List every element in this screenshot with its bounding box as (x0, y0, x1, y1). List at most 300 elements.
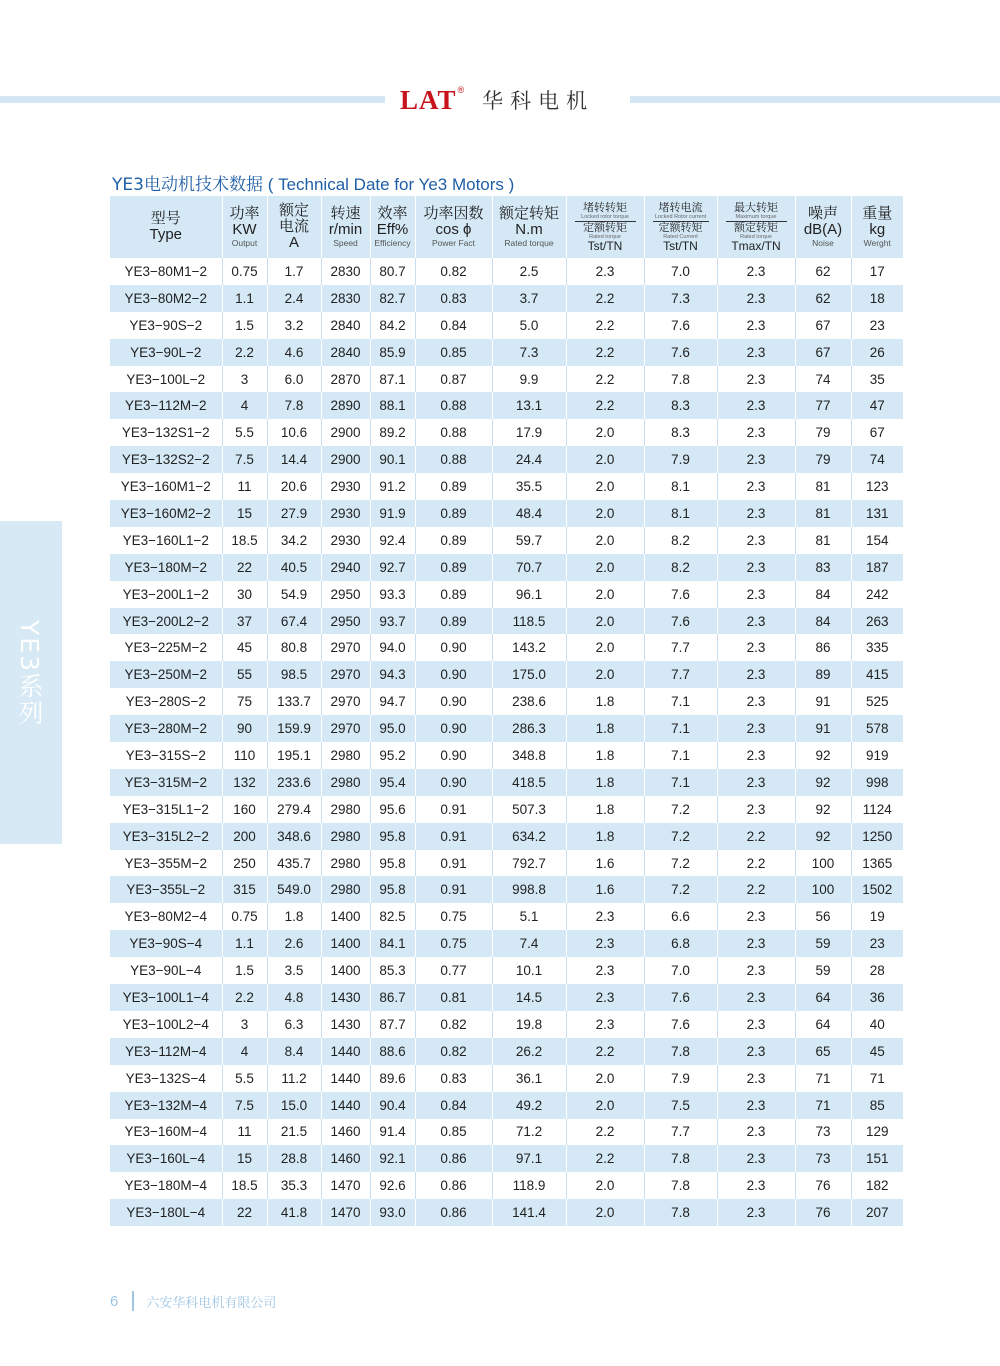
table-cell: 2.3 (717, 1199, 795, 1226)
cell-model-type: YE3−90S−2 (110, 312, 222, 339)
table-cell: 91.9 (370, 500, 415, 527)
col-header-locked-current-ratio: 堵转电流 Locked Rotor current 定额转矩 Rated Current Tst/TN (644, 196, 717, 258)
table-cell: 35.3 (267, 1172, 321, 1199)
table-cell: 2.3 (566, 258, 644, 285)
table-cell: 20.6 (267, 473, 321, 500)
table-cell: 1124 (851, 796, 903, 823)
table-cell: 242 (851, 581, 903, 608)
table-cell: 2.0 (566, 608, 644, 635)
table-cell: 2900 (321, 446, 370, 473)
table-cell: 82.7 (370, 285, 415, 312)
table-cell: 2.3 (717, 1172, 795, 1199)
side-section-label: YE3系列 (15, 620, 44, 727)
table-cell: 91 (795, 688, 851, 715)
table-cell: 30 (222, 581, 267, 608)
table-cell: 85 (851, 1092, 903, 1119)
table-cell: 286.3 (492, 715, 566, 742)
table-cell: 1.7 (267, 258, 321, 285)
table-cell: 1.8 (566, 715, 644, 742)
table-cell: 2.3 (717, 634, 795, 661)
table-cell: 23 (851, 930, 903, 957)
table-cell: 1.1 (222, 930, 267, 957)
table-cell: 100 (795, 876, 851, 903)
table-cell: 67 (795, 339, 851, 366)
table-row (110, 903, 903, 930)
table-cell: 92 (795, 823, 851, 850)
table-cell: 2840 (321, 312, 370, 339)
table-cell: 182 (851, 1172, 903, 1199)
col-header-locked-torque-ratio: 堵转转矩 Locked rotor torque 定额转矩 Rated torque Tst/TN (566, 196, 644, 258)
table-cell: 18 (851, 285, 903, 312)
table-cell: 17 (851, 258, 903, 285)
table-cell: 2.3 (717, 608, 795, 635)
table-row (110, 715, 903, 742)
table-cell: 0.82 (415, 1011, 492, 1038)
table-cell: 97.1 (492, 1145, 566, 1172)
table-cell: 0.86 (415, 1145, 492, 1172)
table-cell: 7.6 (644, 581, 717, 608)
table-cell: 26.2 (492, 1038, 566, 1065)
table-cell: 0.86 (415, 1199, 492, 1226)
table-cell: 10.6 (267, 419, 321, 446)
cell-model-type: YE3−90S−4 (110, 930, 222, 957)
table-cell: 2.2 (717, 823, 795, 850)
table-cell: 2.3 (717, 1038, 795, 1065)
table-cell: 1460 (321, 1145, 370, 1172)
table-row (110, 285, 903, 312)
table-cell: 195.1 (267, 742, 321, 769)
table-cell: 2870 (321, 366, 370, 393)
table-cell: 28.8 (267, 1145, 321, 1172)
table-cell: 1.6 (566, 876, 644, 903)
table-cell: 13.1 (492, 392, 566, 419)
table-cell: 65 (795, 1038, 851, 1065)
table-cell: 0.84 (415, 312, 492, 339)
cell-model-type: YE3−100L1−4 (110, 984, 222, 1011)
table-cell: 7.7 (644, 634, 717, 661)
table-cell: 0.85 (415, 339, 492, 366)
table-cell: 22 (222, 1199, 267, 1226)
table-cell: 2.3 (717, 1065, 795, 1092)
table-cell: 3.2 (267, 312, 321, 339)
table-cell: 5.5 (222, 419, 267, 446)
table-cell: 7.2 (644, 850, 717, 877)
table-cell: 2.0 (566, 581, 644, 608)
table-cell: 2.2 (717, 876, 795, 903)
table-cell: 0.91 (415, 796, 492, 823)
table-row (110, 473, 903, 500)
table-cell: 93.7 (370, 608, 415, 635)
table-cell: 2.0 (566, 527, 644, 554)
table-cell: 2.2 (566, 392, 644, 419)
table-cell: 79 (795, 446, 851, 473)
table-cell: 95.2 (370, 742, 415, 769)
table-cell: 95.8 (370, 823, 415, 850)
table-cell: 2.3 (717, 688, 795, 715)
table-cell: 93.0 (370, 1199, 415, 1226)
table-cell: 11 (222, 1119, 267, 1146)
table-cell: 94.0 (370, 634, 415, 661)
table-cell: 11.2 (267, 1065, 321, 1092)
table-cell: 2.2 (566, 1145, 644, 1172)
table-cell: 0.84 (415, 1092, 492, 1119)
table-cell: 18.5 (222, 1172, 267, 1199)
cell-model-type: YE3−355L−2 (110, 876, 222, 903)
cell-model-type: YE3−200L2−2 (110, 608, 222, 635)
table-cell: 2.0 (566, 1092, 644, 1119)
table-cell: 2.3 (717, 392, 795, 419)
table-cell: 87.7 (370, 1011, 415, 1038)
table-row (110, 554, 903, 581)
header-rule-right (630, 96, 1000, 103)
table-cell: 2.3 (717, 581, 795, 608)
table-cell: 1.8 (566, 688, 644, 715)
table-cell: 0.89 (415, 500, 492, 527)
cell-model-type: YE3−100L−2 (110, 366, 222, 393)
table-cell: 1460 (321, 1119, 370, 1146)
table-cell: 92 (795, 769, 851, 796)
table-cell: 2.4 (267, 285, 321, 312)
col-header-output: 功率 KW Output (222, 196, 267, 258)
table-cell: 47 (851, 392, 903, 419)
table-cell: 919 (851, 742, 903, 769)
table-cell: 2.3 (717, 527, 795, 554)
table-cell: 91.4 (370, 1119, 415, 1146)
table-cell: 98.5 (267, 661, 321, 688)
table-cell: 86.7 (370, 984, 415, 1011)
cell-model-type: YE3−80M1−2 (110, 258, 222, 285)
table-cell: 8.1 (644, 500, 717, 527)
table-cell: 2.3 (717, 1011, 795, 1038)
table-cell: 133.7 (267, 688, 321, 715)
table-cell: 1430 (321, 1011, 370, 1038)
table-row (110, 742, 903, 769)
table-cell: 89 (795, 661, 851, 688)
table-cell: 1250 (851, 823, 903, 850)
table-cell: 64 (795, 1011, 851, 1038)
table-cell: 0.91 (415, 823, 492, 850)
table-cell: 0.82 (415, 1038, 492, 1065)
table-row (110, 984, 903, 1011)
table-row (110, 796, 903, 823)
table-cell: 2980 (321, 742, 370, 769)
table-cell: 15.0 (267, 1092, 321, 1119)
table-cell: 233.6 (267, 769, 321, 796)
table-cell: 81 (795, 527, 851, 554)
table-cell: 151 (851, 1145, 903, 1172)
table-cell: 2970 (321, 715, 370, 742)
table-cell: 8.3 (644, 419, 717, 446)
table-cell: 2.3 (717, 473, 795, 500)
table-cell: 6.6 (644, 903, 717, 930)
table-cell: 6.0 (267, 366, 321, 393)
table-cell: 2.0 (566, 473, 644, 500)
table-cell: 40 (851, 1011, 903, 1038)
table-cell: 84.1 (370, 930, 415, 957)
cell-model-type: YE3−315S−2 (110, 742, 222, 769)
table-cell: 348.8 (492, 742, 566, 769)
table-cell: 21.5 (267, 1119, 321, 1146)
table-row (110, 446, 903, 473)
col-header-noise: 噪声 dB(A) Noise (795, 196, 851, 258)
table-cell: 35.5 (492, 473, 566, 500)
table-cell: 348.6 (267, 823, 321, 850)
table-cell: 2.0 (566, 1172, 644, 1199)
table-cell: 35 (851, 366, 903, 393)
table-cell: 74 (795, 366, 851, 393)
table-cell: 85.3 (370, 957, 415, 984)
table-cell: 132 (222, 769, 267, 796)
table-cell: 2900 (321, 419, 370, 446)
table-cell: 84 (795, 608, 851, 635)
table-cell: 2.2 (222, 339, 267, 366)
table-cell: 5.5 (222, 1065, 267, 1092)
page-title-zh: YE3电动机技术数据 (112, 175, 263, 195)
table-cell: 2.3 (717, 930, 795, 957)
table-cell: 4 (222, 392, 267, 419)
table-cell: 7.3 (492, 339, 566, 366)
table-cell: 71 (795, 1092, 851, 1119)
table-cell: 67.4 (267, 608, 321, 635)
table-cell: 36 (851, 984, 903, 1011)
table-cell: 3 (222, 1011, 267, 1038)
table-cell: 7.8 (644, 1199, 717, 1226)
table-cell: 0.86 (415, 1172, 492, 1199)
table-cell: 87.1 (370, 366, 415, 393)
table-cell: 315 (222, 876, 267, 903)
table-cell: 0.75 (222, 258, 267, 285)
table-cell: 0.81 (415, 984, 492, 1011)
table-cell: 1.5 (222, 957, 267, 984)
col-header-type: 型号 Type (110, 196, 222, 258)
table-cell: 0.75 (222, 903, 267, 930)
table-cell: 73 (795, 1119, 851, 1146)
cell-model-type: YE3−132S2−2 (110, 446, 222, 473)
table-cell: 2.2 (566, 366, 644, 393)
table-cell: 1.6 (566, 850, 644, 877)
brand-company-name: 华科电机 (482, 89, 595, 113)
table-cell: 0.89 (415, 608, 492, 635)
table-cell: 7.8 (644, 1145, 717, 1172)
table-cell: 84 (795, 581, 851, 608)
table-cell: 100 (795, 850, 851, 877)
table-cell: 2.3 (566, 930, 644, 957)
table-cell: 279.4 (267, 796, 321, 823)
table-cell: 0.89 (415, 581, 492, 608)
table-cell: 7.1 (644, 715, 717, 742)
table-cell: 83 (795, 554, 851, 581)
table-cell: 7.7 (644, 661, 717, 688)
table-cell: 89.2 (370, 419, 415, 446)
table-cell: 160 (222, 796, 267, 823)
table-cell: 2930 (321, 527, 370, 554)
table-cell: 7.6 (644, 1011, 717, 1038)
table-cell: 7.9 (644, 1065, 717, 1092)
table-cell: 2.3 (717, 1092, 795, 1119)
table-cell: 2.3 (566, 903, 644, 930)
table-cell: 207 (851, 1199, 903, 1226)
table-cell: 7.6 (644, 608, 717, 635)
table-cell: 131 (851, 500, 903, 527)
table-cell: 95.8 (370, 850, 415, 877)
table-cell: 34.2 (267, 527, 321, 554)
table-cell: 71 (795, 1065, 851, 1092)
table-cell: 2970 (321, 688, 370, 715)
table-cell: 0.90 (415, 715, 492, 742)
table-cell: 71 (851, 1065, 903, 1092)
table-cell: 48.4 (492, 500, 566, 527)
table-cell: 95.4 (370, 769, 415, 796)
table-cell: 1470 (321, 1172, 370, 1199)
table-cell: 2.3 (717, 258, 795, 285)
table-cell: 1440 (321, 1092, 370, 1119)
table-cell: 2.3 (717, 366, 795, 393)
table-cell: 549.0 (267, 876, 321, 903)
table-cell: 3.5 (267, 957, 321, 984)
table-cell: 7.9 (644, 446, 717, 473)
table-cell: 93.3 (370, 581, 415, 608)
table-cell: 2.3 (566, 957, 644, 984)
table-cell: 54.9 (267, 581, 321, 608)
table-cell: 77 (795, 392, 851, 419)
table-cell: 0.77 (415, 957, 492, 984)
table-cell: 2970 (321, 634, 370, 661)
table-cell: 123 (851, 473, 903, 500)
table-cell: 0.82 (415, 258, 492, 285)
table-cell: 187 (851, 554, 903, 581)
table-cell: 2.3 (717, 769, 795, 796)
table-body (110, 258, 903, 1226)
table-cell: 19.8 (492, 1011, 566, 1038)
table-cell: 2.3 (566, 984, 644, 1011)
table-cell: 23 (851, 312, 903, 339)
table-cell: 11 (222, 473, 267, 500)
table-cell: 8.3 (644, 392, 717, 419)
table-cell: 84.2 (370, 312, 415, 339)
table-header-row (110, 196, 903, 258)
table-cell: 2950 (321, 581, 370, 608)
table-cell: 0.88 (415, 419, 492, 446)
table-cell: 118.5 (492, 608, 566, 635)
table-cell: 8.2 (644, 554, 717, 581)
table-cell: 1470 (321, 1199, 370, 1226)
table-cell: 2.2 (566, 285, 644, 312)
table-cell: 59 (795, 930, 851, 957)
table-cell: 2.3 (717, 903, 795, 930)
table-cell: 59.7 (492, 527, 566, 554)
cell-model-type: YE3−315L2−2 (110, 823, 222, 850)
table-cell: 2.2 (566, 312, 644, 339)
table-cell: 45 (851, 1038, 903, 1065)
table-cell: 1.8 (566, 823, 644, 850)
cell-model-type: YE3−90L−4 (110, 957, 222, 984)
cell-model-type: YE3−160L1−2 (110, 527, 222, 554)
table-cell: 2890 (321, 392, 370, 419)
table-row (110, 661, 903, 688)
table-cell: 0.83 (415, 285, 492, 312)
table-cell: 1365 (851, 850, 903, 877)
table-cell: 56 (795, 903, 851, 930)
table-cell: 2.0 (566, 1199, 644, 1226)
table-cell: 998.8 (492, 876, 566, 903)
table-cell: 8.4 (267, 1038, 321, 1065)
table-cell: 40.5 (267, 554, 321, 581)
table-cell: 0.85 (415, 1119, 492, 1146)
table-row (110, 1172, 903, 1199)
table-cell: 2950 (321, 608, 370, 635)
table-cell: 0.90 (415, 634, 492, 661)
table-cell: 45 (222, 634, 267, 661)
table-cell: 26 (851, 339, 903, 366)
table-cell: 62 (795, 285, 851, 312)
table-cell: 1.1 (222, 285, 267, 312)
table-cell: 418.5 (492, 769, 566, 796)
table-cell: 70.7 (492, 554, 566, 581)
table-cell: 2.0 (566, 446, 644, 473)
table-cell: 2.2 (222, 984, 267, 1011)
registered-mark: ® (457, 85, 465, 95)
table-cell: 80.8 (267, 634, 321, 661)
table-cell: 2.5 (492, 258, 566, 285)
table-cell: 88.6 (370, 1038, 415, 1065)
table-cell: 1.8 (267, 903, 321, 930)
cell-model-type: YE3−160M1−2 (110, 473, 222, 500)
table-cell: 80.7 (370, 258, 415, 285)
table-cell: 41.8 (267, 1199, 321, 1226)
table-cell: 2.3 (717, 554, 795, 581)
table-cell: 634.2 (492, 823, 566, 850)
cell-model-type: YE3−132M−4 (110, 1092, 222, 1119)
table-row (110, 1092, 903, 1119)
cell-model-type: YE3−160M2−2 (110, 500, 222, 527)
cell-model-type: YE3−180M−4 (110, 1172, 222, 1199)
cell-model-type: YE3−315L1−2 (110, 796, 222, 823)
table-row (110, 634, 903, 661)
table-cell: 154 (851, 527, 903, 554)
table-cell: 7.5 (222, 1092, 267, 1119)
table-cell: 1400 (321, 957, 370, 984)
table-row (110, 1145, 903, 1172)
table-cell: 2.0 (566, 554, 644, 581)
table-cell: 14.4 (267, 446, 321, 473)
table-cell: 7.1 (644, 769, 717, 796)
header-rule-left (0, 96, 385, 103)
cell-model-type: YE3−280S−2 (110, 688, 222, 715)
table-cell: 91 (795, 715, 851, 742)
table-cell: 92 (795, 742, 851, 769)
cell-model-type: YE3−225M−2 (110, 634, 222, 661)
table-cell: 3 (222, 366, 267, 393)
table-cell: 9.9 (492, 366, 566, 393)
page-title-en: ( Technical Date for Ye3 Motors ) (267, 175, 515, 194)
table-cell: 92.7 (370, 554, 415, 581)
table-cell: 62 (795, 258, 851, 285)
brand-logo: LAT (400, 84, 457, 115)
table-cell: 6.8 (644, 930, 717, 957)
table-cell: 7.8 (267, 392, 321, 419)
table-cell: 2.3 (717, 500, 795, 527)
table-cell: 7.0 (644, 258, 717, 285)
brand-header (400, 80, 594, 120)
table-cell: 1.8 (566, 769, 644, 796)
table-cell: 86 (795, 634, 851, 661)
table-cell: 415 (851, 661, 903, 688)
table-cell: 0.88 (415, 446, 492, 473)
table-cell: 79 (795, 419, 851, 446)
table-cell: 2980 (321, 769, 370, 796)
table-cell: 2.3 (717, 715, 795, 742)
technical-data-table (110, 196, 903, 1226)
